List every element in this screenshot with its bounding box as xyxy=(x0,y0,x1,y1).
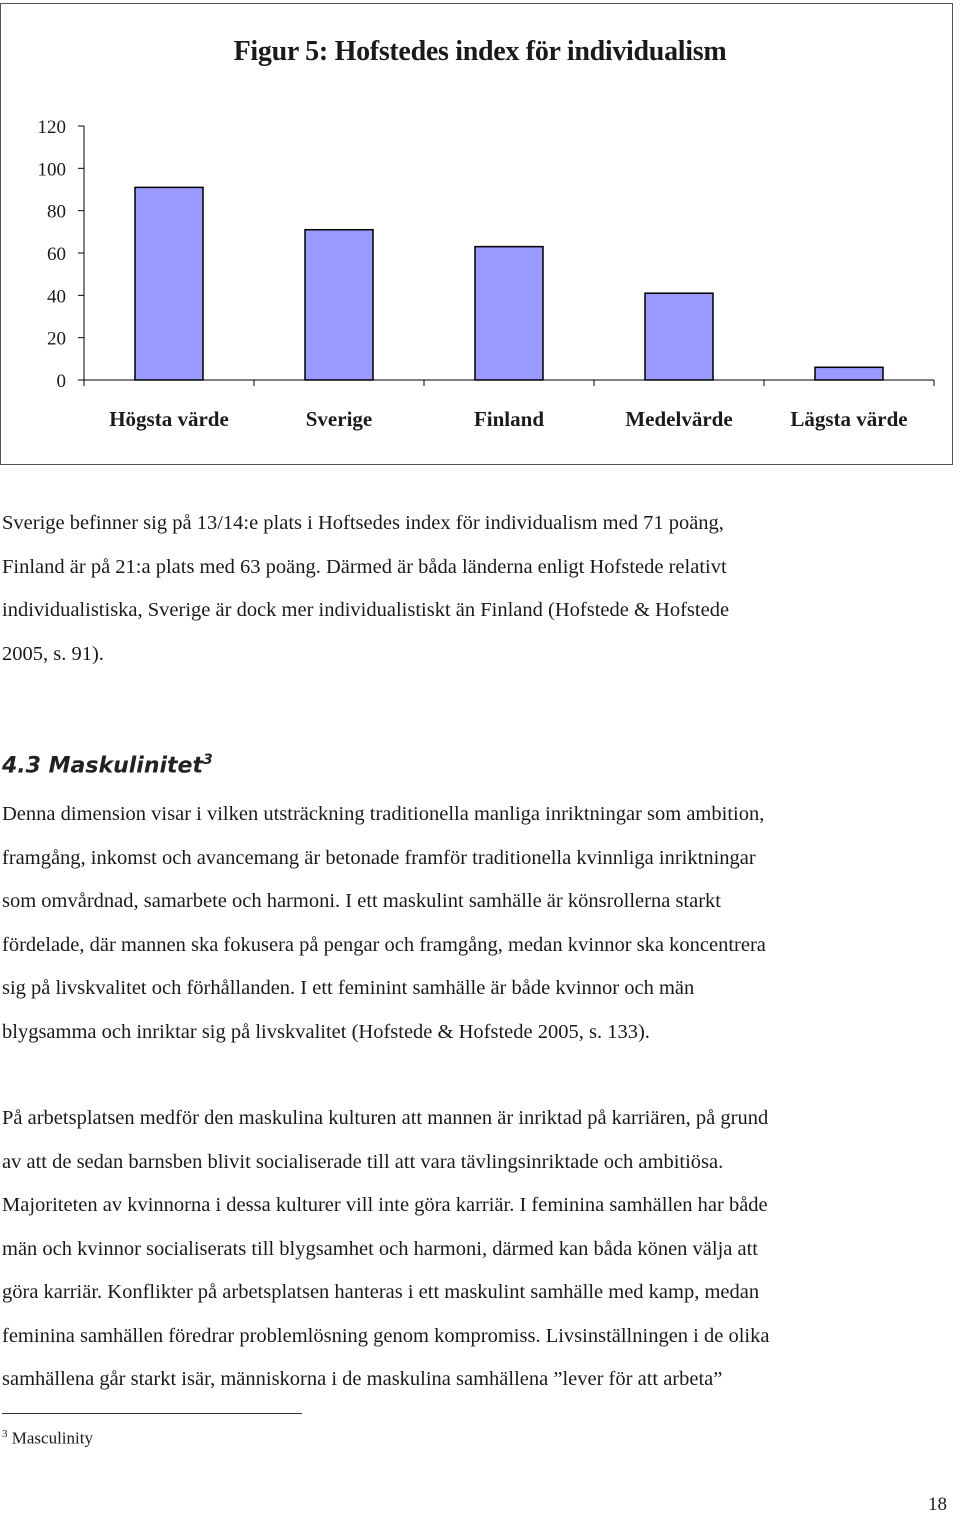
y-tick-label: 20 xyxy=(47,328,66,350)
bar-5 xyxy=(815,367,883,380)
text-line: män och kvinnor socialiserats till blygsamhet och harmoni, därmed kan båda könen välja att xyxy=(2,1237,759,1260)
footnote-text: Masculinity xyxy=(11,1428,93,1448)
section-heading xyxy=(2,752,213,778)
text-line: Sverige befinner sig på 13/14:e plats i Hoftsedes index för individualism med 71 poäng, xyxy=(2,512,724,534)
text-line: samhällena går starkt isär, människorna i de maskulina samhällena ”lever för att arbeta” xyxy=(2,1368,723,1390)
section-heading-text: 4.3 Maskulinitet xyxy=(2,753,203,779)
text-line: som omvårdnad, samarbete och harmoni. I ett maskulint samhälle är könsrollerna starkt xyxy=(2,890,722,912)
footnote xyxy=(2,1428,93,1449)
x-category-label: Lägsta värde xyxy=(790,407,908,431)
chart-title: Figur 5: Hofstedes index för individualism xyxy=(233,36,727,67)
paragraph-arbetsplatsen xyxy=(2,1097,952,1402)
text-line: sig på livskvalitet och förhållanden. I ett feminint samhälle är både kvinnor och män xyxy=(2,977,695,999)
text-line: göra karriär. Konflikter på arbetsplatsen hanteras i ett maskulint samhälle med kamp, medan xyxy=(2,1281,760,1303)
x-category-label: Högsta värde xyxy=(109,407,229,431)
text-line: På arbetsplatsen medför den maskulina kulturen att mannen är inriktad på karriären, på grund xyxy=(2,1107,769,1129)
x-category-label: Finland xyxy=(473,407,545,431)
y-tick-label: 0 xyxy=(56,371,66,392)
x-category-label: Medelvärde xyxy=(625,407,733,431)
y-tick-label: 100 xyxy=(37,159,66,181)
bar-4 xyxy=(645,293,713,380)
bar-2 xyxy=(305,230,373,380)
bar-1 xyxy=(135,187,203,380)
y-tick-label: 60 xyxy=(47,244,66,265)
text-line: Finland är på 21:a plats med 63 poäng. Därmed är båda länderna enligt Hofstede relativt xyxy=(2,555,727,578)
footnote-ref: 3 xyxy=(203,752,213,768)
page-number: 18 xyxy=(928,1494,947,1515)
text-line: fördelade, där mannen ska fokusera på pengar och framgång, medan kvinnor ska koncentrera xyxy=(2,933,766,956)
bar-chart xyxy=(0,0,960,470)
bar-3 xyxy=(475,247,543,380)
y-tick-label: 40 xyxy=(47,286,66,308)
x-category-label: Sverige xyxy=(305,407,373,431)
text-line: blygsamma och inriktar sig på livskvalitet (Hofstede & Hofstede 2005, s. 133). xyxy=(2,1020,650,1043)
text-line: 2005, s. 91). xyxy=(2,642,104,665)
text-line: individualistiska, Sverige är dock mer individualistiskt än Finland (Hofstede & Hofstede xyxy=(2,599,730,621)
text-line: feminina samhällen föredrar problemlösning genom kompromiss. Livsinställningen i de olika xyxy=(2,1324,770,1347)
y-tick-label: 80 xyxy=(47,201,66,223)
footnote-divider xyxy=(2,1413,302,1414)
paragraph-individualism xyxy=(2,502,952,676)
text-line: framgång, inkomst och avancemang är betonade framför traditionella kvinnliga inriktningar xyxy=(2,846,756,869)
y-tick-label: 120 xyxy=(37,117,66,138)
text-line: Majoriteten av kvinnorna i dessa kulturer vill inte göra karriär. I feminina samhällen har både xyxy=(2,1194,768,1216)
text-line: Denna dimension visar i vilken utsträckning traditionella manliga inriktningar som ambition, xyxy=(2,803,765,825)
footnote-marker: 3 xyxy=(2,1428,8,1440)
text-line: av att de sedan barnsben blivit socialiserade till att vara tävlingsinriktade och ambitiösa. xyxy=(2,1150,724,1173)
paragraph-maskulinitet xyxy=(2,793,952,1054)
